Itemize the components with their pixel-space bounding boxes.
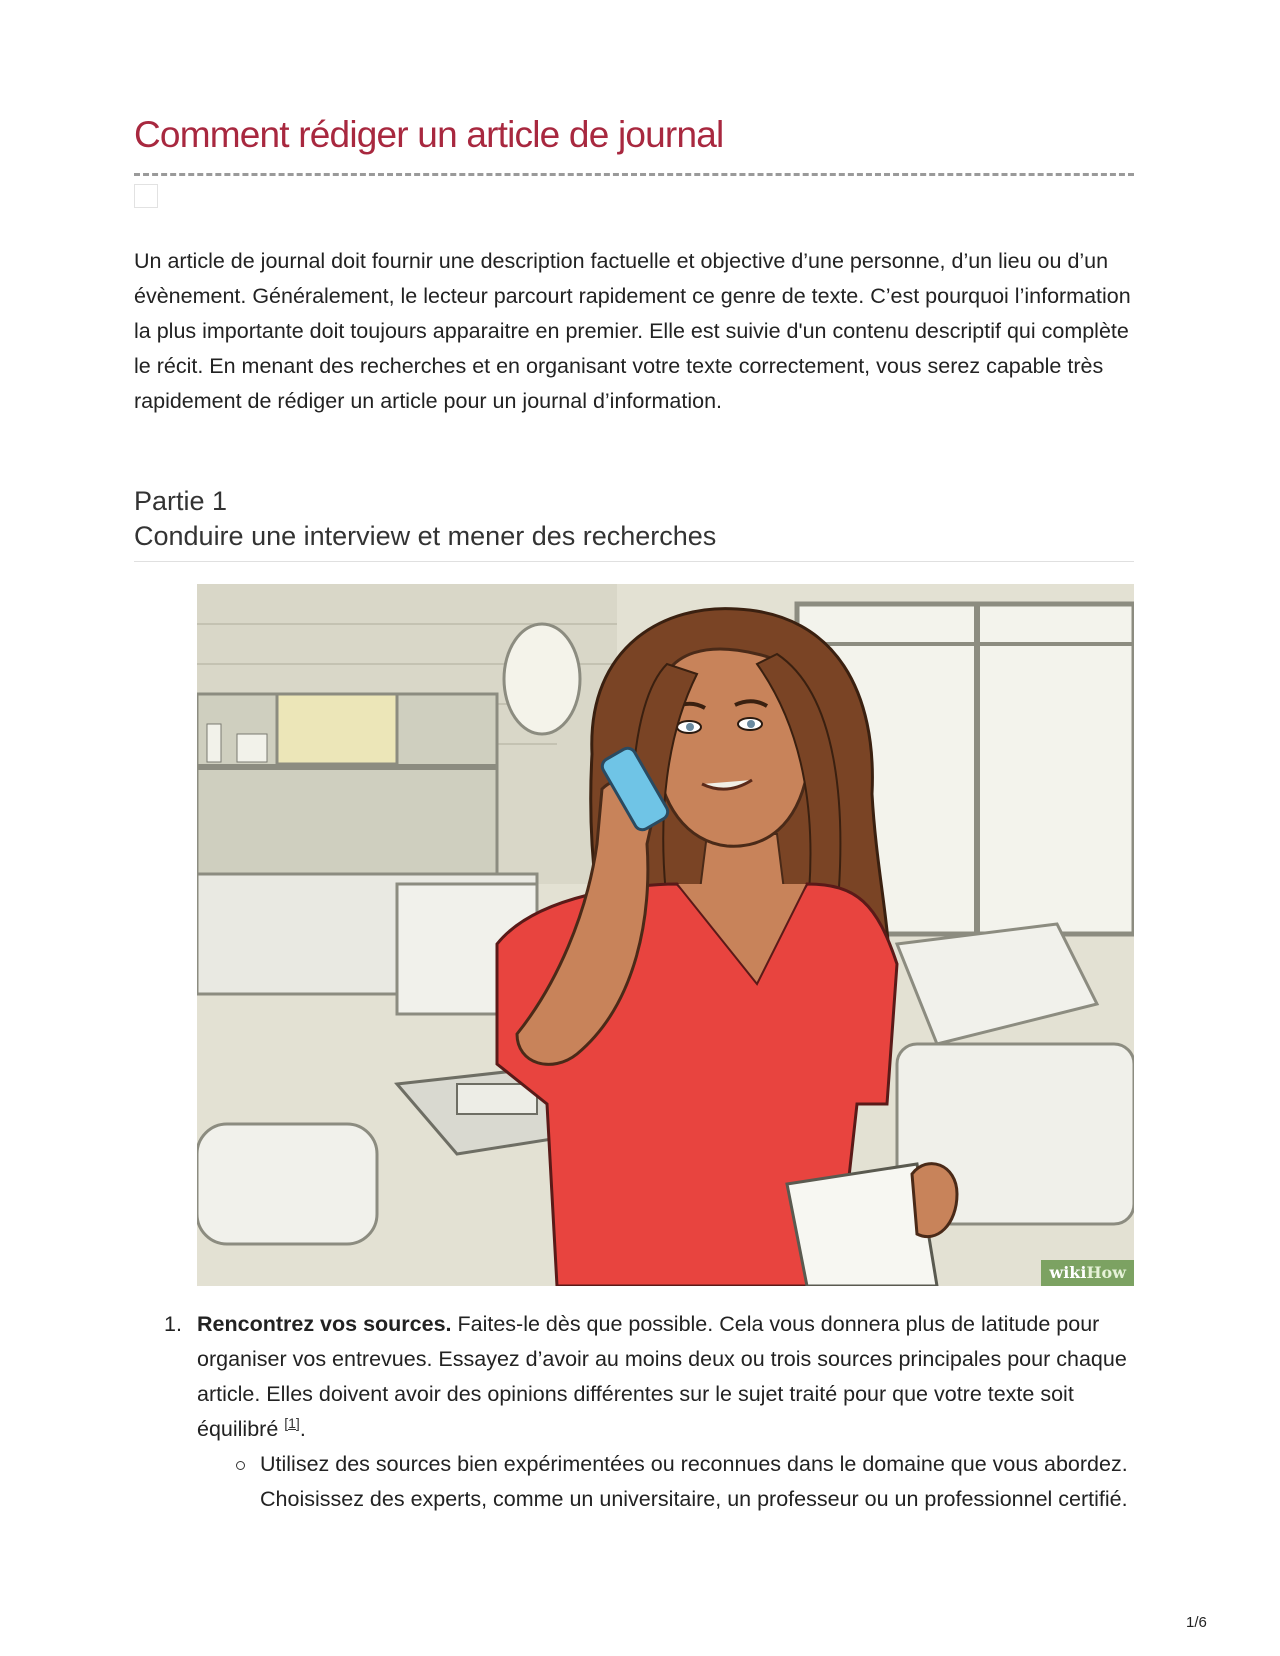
article-title: Comment rédiger un article de journal — [134, 114, 724, 155]
image-placeholder-icon — [134, 184, 158, 208]
wikihow-watermark — [1041, 1260, 1134, 1286]
watermark-how: How — [1086, 1263, 1126, 1282]
title-divider — [134, 173, 1134, 176]
watermark-wiki: wiki — [1049, 1263, 1087, 1282]
intro-paragraph: Un article de journal doit fournir une description factuelle et objective d’une personne, d’un lieu ou d’un évènement. Généralement, le lecteur parcourt rapidement ce genre de texte. C’est pourquoi l’information la plus importante doit toujours apparaitre en premier. Elle est suivie d'un contenu descriptif qui complète le récit. En menant des recherches et en organisant votre texte correctement, vous serez capable très rapidement de rédiger un article pour un journal d’information. — [134, 249, 1131, 413]
step-text-end: . — [299, 1417, 306, 1441]
step-illustration — [197, 584, 1134, 1286]
sub-list — [197, 1447, 1134, 1517]
step-text: Faites-le dès que possible. Cela vous donnera plus de latitude pour organiser vos entrevues. Essayez d’avoir au moins deux ou trois sources principales pour chaque article. Elles doivent avoir des opinions différentes sur le sujet traité pour que votre texte soit équilibré — [197, 1312, 1127, 1441]
section-heading — [134, 484, 716, 554]
step-title: Rencontrez vos sources. — [197, 1312, 452, 1336]
part-label: Partie 1 — [134, 486, 228, 516]
woman-on-phone-illustration — [197, 584, 1134, 1286]
part-title: Conduire une interview et mener des recherches — [134, 521, 717, 551]
section-divider — [134, 561, 1134, 562]
step-number: 1. — [164, 1312, 182, 1336]
step-item — [134, 1307, 1134, 1517]
sub-item — [197, 1447, 1134, 1517]
page-number: 1/6 — [1186, 1614, 1207, 1631]
sub-item-text: Utilisez des sources bien expérimentées ou reconnues dans le domaine que vous abordez. Choisissez des experts, comme un universitaire, un professeur ou un professionnel certifié. — [260, 1452, 1128, 1511]
citation-link[interactable]: [1] — [284, 1414, 300, 1431]
steps-list — [134, 1307, 1134, 1517]
bullet-icon — [236, 1461, 245, 1470]
